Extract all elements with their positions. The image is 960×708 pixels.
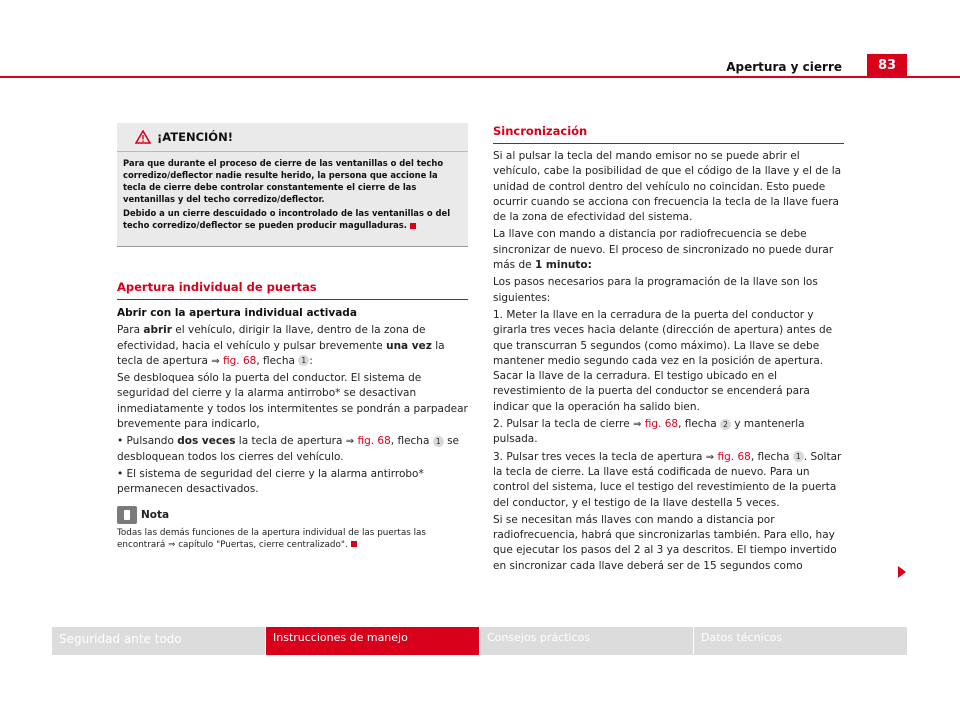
left-paragraph-3: • Pulsando dos veces la tecla de apertura ⇒ fig. 68, flecha 1 se desbloquean todos los cierres del vehículo. xyxy=(117,435,460,463)
left-paragraph-1: Para abrir el vehículo, dirigir la llave, dentro de la zona de efectividad, hacia el vehículo y pulsar brevemente una vez la tecla de apertura ⇒ fig. 68, flecha 1 : xyxy=(117,324,445,367)
right-step-1: 1. Meter la llave en la cerradura de la puerta del conductor y girarla tres veces hacia delante (dirección de apertura) antes de que transcurran 5 segundos (como máximo). La llave se debe mantener medio segundo cada vez en la posición de apertura. Sacar la llave de la cerradura. El testigo ubicado en el revestimiento de la puerta del conductor se encenderá para indicar que la operación ha salido bien. xyxy=(493,308,833,413)
warning-box xyxy=(117,123,468,247)
note-info-icon xyxy=(117,506,137,524)
reference-arrow-icon: ⇒ xyxy=(345,436,355,448)
warning-header xyxy=(117,123,468,152)
subheading: Abrir con la apertura individual activada xyxy=(117,307,357,319)
figure-link[interactable]: fig. 68 xyxy=(357,435,391,448)
right-step-2: 2. Pulsar la tecla de cierre ⇒ fig. 68, flecha 2 y mantenerla pulsada. xyxy=(493,418,805,446)
warning-title: ¡ATENCIÓN! xyxy=(157,130,233,144)
warning-paragraph-2 xyxy=(123,207,462,231)
left-column xyxy=(117,306,468,553)
right-paragraph-2: La llave con mando a distancia por radiofrecuencia se debe sincronizar de nuevo. El proceso de sincronizado no puede durar más de 1 minuto: xyxy=(493,228,834,272)
figure-link[interactable]: fig. 68 xyxy=(644,418,679,431)
arrow-marker-1: 1 xyxy=(298,355,309,366)
right-column xyxy=(493,149,847,576)
page-number: 83 xyxy=(867,54,907,78)
tab-consejos[interactable]: Consejos prácticos xyxy=(480,627,694,655)
figure-link[interactable]: fig. 68 xyxy=(222,354,257,367)
section-title-sincronizacion: Sincronización xyxy=(493,124,844,144)
reference-arrow-icon: ⇒ xyxy=(211,355,220,367)
end-mark-icon xyxy=(410,223,416,229)
chapter-title: Apertura y cierre xyxy=(726,60,842,74)
warning-paragraph-2-text: Debido a un cierre descuidado o incontrolado de las ventanillas o del techo corredizo/deflector se pueden producir magulladuras. xyxy=(123,208,451,230)
right-step-3: 3. Pulsar tres veces la tecla de apertura ⇒ fig. 68, flecha 1 . Soltar la tecla de cierre. La llave está codificada de nuevo. Para un control del sistema, luce el testigo del revestimiento de la puerta del conductor, y el testigo de la llave destella 5 veces. xyxy=(493,450,842,509)
left-paragraph-4: • El sistema de seguridad del cierre y la alarma antirrobo* permanecen desactivados. xyxy=(117,467,424,496)
note-text: Todas las demás funciones de la apertura individual de las puertas las encontrará ⇒ capítulo "Puertas, cierre centralizado". xyxy=(117,527,427,550)
end-mark-icon xyxy=(351,541,357,547)
note-header xyxy=(117,506,468,524)
warning-paragraph-1: Para que durante el proceso de cierre de las ventanillas o del techo corredizo/deflector nadie resulte herido, la persona que accione la tecla de cierre debe controlar constantemente el cierre de las ventanillas y del techo corredizo/deflector. xyxy=(123,158,444,204)
footer-nav xyxy=(52,627,908,655)
left-paragraph-2: Se desbloquea sólo la puerta del conductor. El sistema de seguridad del cierre y la alarma antirrobo* se desactivan inmediatamente y todos los intermitentes se pondrán a parpadear brevemente para indicarlo, xyxy=(117,372,468,431)
section-title-apertura-individual: Apertura individual de puertas xyxy=(117,280,468,300)
reference-arrow-icon: ⇒ xyxy=(633,419,642,431)
continue-arrow-icon xyxy=(898,566,906,578)
tab-datos[interactable]: Datos técnicos xyxy=(694,627,908,655)
right-paragraph-7: Si se necesitan más llaves con mando a distancia por radiofrecuencia, habrá que sincronizarlas también. Para ello, hay que ejecutar los pasos del 2 al 3 ya descritos. El tiempo invertido en sincronizar cada llave deberá ser de 15 segundos como xyxy=(493,513,837,572)
figure-link[interactable]: fig. 68 xyxy=(717,450,751,463)
arrow-marker-1: 1 xyxy=(433,436,444,447)
warning-triangle-icon xyxy=(135,130,151,144)
note-block xyxy=(117,506,468,551)
note-title: Nota xyxy=(141,509,170,522)
warning-body xyxy=(117,152,468,231)
arrow-marker-1: 1 xyxy=(793,451,804,462)
reference-arrow-icon: ⇒ xyxy=(705,451,715,463)
tab-seguridad[interactable]: Seguridad ante todo xyxy=(52,627,266,655)
arrow-marker-2: 2 xyxy=(720,419,731,430)
right-paragraph-3: Los pasos necesarios para la programación de la llave son los siguientes: xyxy=(493,276,818,304)
tab-instrucciones[interactable]: Instrucciones de manejo xyxy=(266,627,480,655)
header-rule xyxy=(0,76,960,78)
right-paragraph-1: Si al pulsar la tecla del mando emisor no se puede abrir el vehículo, cabe la posibilidad de que el código de la llave y el de la unidad de control dentro del vehículo no coincidan. Esto puede ocurrir cuando se acciona con frecuencia la tecla de la llave fuera de la zona de efectividad del sistema. xyxy=(493,150,842,224)
